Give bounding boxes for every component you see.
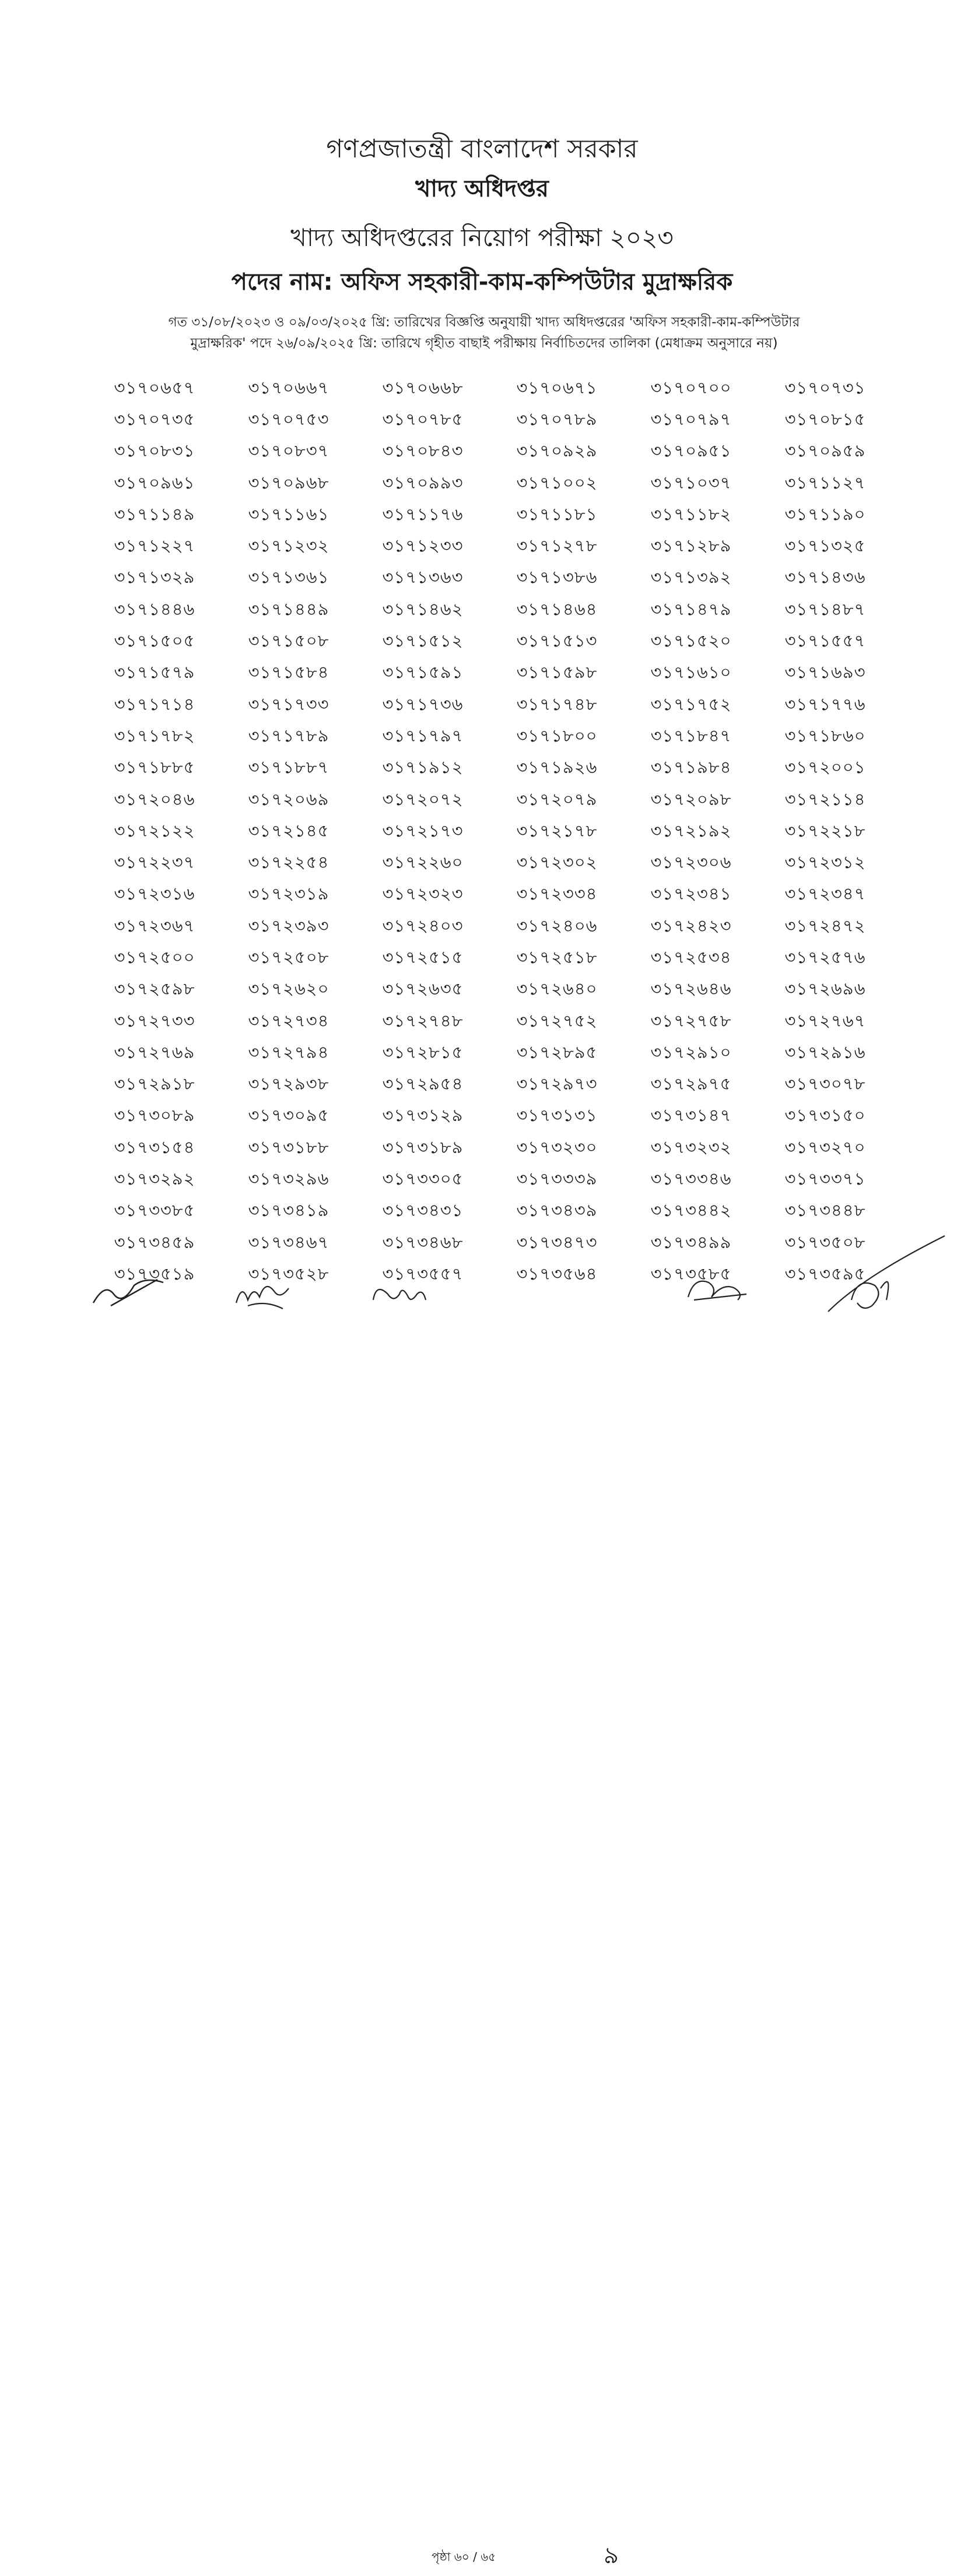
roll-number-cell: ৩১৭০৬৭১ [516, 377, 598, 398]
roll-number-cell: ৩১৭৩৪৫৯ [114, 1232, 195, 1252]
roll-number-cell: ৩১৭২০৪৬ [114, 789, 195, 809]
roll-number-cell: ৩১৭১৫৯১ [382, 662, 464, 683]
roll-number-cell: ৩১৭২৩১৬ [114, 884, 195, 904]
roll-number-cell: ৩১৭১৭৫২ [650, 694, 732, 714]
signature-2 [230, 1274, 295, 1312]
roll-number-cell: ৩১৭১৭৭৬ [784, 694, 866, 714]
roll-number-cell: ৩১৭১৫৯৮ [516, 662, 598, 683]
roll-number-cell: ৩১৭২২৬০ [382, 852, 464, 873]
roll-number-cell: ৩১৭৩২৯৬ [248, 1169, 329, 1189]
roll-number-cell: ৩১৭০৭৩১ [784, 377, 866, 398]
roll-number-cell: ৩১৭২৫১৮ [516, 947, 598, 967]
roll-number-cell: ৩১৭২৭৬৭ [784, 1010, 866, 1031]
roll-number-cell: ৩১৭২০৬৯ [248, 789, 329, 809]
roll-number-cell: ৩১৭১৫৭৯ [114, 662, 195, 683]
roll-number-cell: ৩১৭১৩৮৬ [516, 567, 598, 588]
roll-number-cell: ৩১৭১৮৬০ [784, 725, 866, 746]
notice-text [70, 312, 898, 354]
roll-number-cell: ৩১৭২১৭৮ [516, 820, 598, 841]
roll-number-cell: ৩১৭৩৩০৫ [382, 1169, 464, 1189]
roll-number-cell: ৩১৭৩১৩১ [516, 1105, 598, 1126]
roll-number-cell: ৩১৭৩৪৩১ [382, 1200, 464, 1221]
roll-number-cell: ৩১৭৩১৮৯ [382, 1137, 464, 1157]
roll-number-cell: ৩১৭১১৬১ [248, 504, 329, 524]
signature-5 [816, 1230, 951, 1317]
roll-number-cell: ৩১৭২৭৯৪ [248, 1042, 329, 1062]
roll-number-cell: ৩১৭২৯৫৪ [382, 1074, 464, 1094]
post-name: পদের নাম: অফিস সহকারী-কাম-কম্পিউটার মুদ্রাক্ষরিক [231, 269, 733, 296]
roll-number-cell: ৩১৭১৫০৮ [248, 631, 329, 651]
roll-number-cell: ৩১৭২৬৯৬ [784, 979, 866, 999]
roll-number-cell: ৩১৭১৭৩৩ [248, 694, 329, 714]
notice-line-1: গত ৩১/০৮/২০২৩ ও ০৯/০৩/২০২৫ খ্রি: তারিখের বিজ্ঞপ্তি অনুযায়ী খাদ্য অধিদপ্তরের 'অফিস সহকারী-কাম-কম্পিউটার [168, 315, 800, 330]
roll-number-cell: ৩১৭১৫১২ [382, 631, 464, 651]
roll-number-cell: ৩১৭৩৪৭৩ [516, 1232, 598, 1252]
roll-number-cell: ৩১৭১২৩৩ [382, 536, 464, 556]
roll-number-cell: ৩১৭২১৪৫ [248, 820, 329, 841]
roll-number-cell: ৩১৭১২৩২ [248, 536, 329, 556]
roll-number-cell: ৩১৭৩৫৫৭ [382, 1263, 464, 1284]
roll-number-cell: ৩১৭১৭৩৬ [382, 694, 464, 714]
roll-number-cell: ৩১৭২৬২০ [248, 979, 329, 999]
signature-1 [87, 1271, 175, 1312]
roll-number-cell: ৩১৭২৯১৮ [114, 1074, 195, 1094]
roll-number-cell: ৩১৭১২৭৮ [516, 536, 598, 556]
roll-number-cell: ৩১৭২৯১৬ [784, 1042, 866, 1062]
roll-number-cell: ৩১৭৩৪৬৭ [248, 1232, 329, 1252]
roll-number-cell: ৩১৭২৫০৮ [248, 947, 329, 967]
roll-number-cell: ৩১৭২০৯৮ [650, 789, 732, 809]
roll-number-cell: ৩১৭২১১৪ [784, 789, 866, 809]
roll-number-cell: ৩১৭২৬৪০ [516, 979, 598, 999]
roll-number-cell: ৩১৭৩৪১৯ [248, 1200, 329, 1221]
roll-number-cell: ৩১৭০৭৩৫ [114, 409, 195, 429]
roll-number-cell: ৩১৭২১৯২ [650, 820, 732, 841]
roll-number-cell: ৩১৭১০৩৭ [650, 472, 732, 493]
roll-number-cell: ৩১৭২৫৭৬ [784, 947, 866, 967]
roll-number-cell: ৩১৭৩৫৯৫ [784, 1263, 866, 1284]
roll-number-cell: ৩১৭০৭০০ [650, 377, 732, 398]
roll-number-cell: ৩১৭১৫০৫ [114, 631, 195, 651]
roll-number-cell: ৩১৭০৮৪৩ [382, 441, 464, 461]
roll-number-cell: ৩১৭২৩১২ [784, 852, 866, 873]
roll-number-cell: ৩১৭০৯৫১ [650, 441, 732, 461]
roll-number-cell: ৩১৭৩৩৮৫ [114, 1200, 195, 1221]
roll-number-cell: ৩১৭৩২৭০ [784, 1137, 866, 1157]
roll-number-cell: ৩১৭১৪৪৬ [114, 599, 195, 619]
roll-number-cell: ৩১৭১১৯০ [784, 504, 866, 524]
roll-number-cell: ৩১৭০৮৩৭ [248, 441, 329, 461]
roll-number-cell: ৩১৭১৯৮৪ [650, 757, 732, 778]
roll-number-cell: ৩১৭০৯৯৩ [382, 472, 464, 493]
roll-number-cell: ৩১৭০৯৫৯ [784, 441, 866, 461]
roll-number-cell: ৩১৭২৩০২ [516, 852, 598, 873]
roll-number-cell: ৩১৭২৩২৩ [382, 884, 464, 904]
exam-title: খাদ্য অধিদপ্তরের নিয়োগ পরীক্ষা ২০২৩ [290, 223, 674, 252]
roll-number-cell: ৩১৭৩৪৪২ [650, 1200, 732, 1221]
roll-number-cell: ৩১৭৩৪৯৯ [650, 1232, 732, 1252]
roll-number-cell: ৩১৭২৯৩৮ [248, 1074, 329, 1094]
roll-number-cell: ৩১৭৩১৮৮ [248, 1137, 329, 1157]
roll-number-cell: ৩১৭২৬৪৬ [650, 979, 732, 999]
roll-number-cell: ৩১৭২০০১ [784, 757, 866, 778]
roll-number-cell: ৩১৭০৯৬১ [114, 472, 195, 493]
roll-number-cell: ৩১৭২৭৩৩ [114, 1010, 195, 1031]
roll-number-cell: ৩১৭২১৭৩ [382, 820, 464, 841]
roll-number-cell: ৩১৭৩১৫৪ [114, 1137, 195, 1157]
roll-number-cell: ৩১৭২৫৯৮ [114, 979, 195, 999]
roll-number-cell: ৩১৭১৮৮৭ [248, 757, 329, 778]
roll-number-cell: ৩১৭১১২৭ [784, 472, 866, 493]
roll-number-cell: ৩১৭১৭৯৭ [382, 725, 464, 746]
roll-number-cell: ৩১৭১৭৮৯ [248, 725, 329, 746]
roll-number-cell: ৩১৭১৪৭৯ [650, 599, 732, 619]
roll-number-cell: ৩১৭২১২২ [114, 820, 195, 841]
roll-number-cell: ৩১৭১৩৬১ [248, 567, 329, 588]
handwritten-mark: ৯ [604, 2542, 619, 2569]
roll-number-cell: ৩১৭৩৫৬৪ [516, 1263, 598, 1284]
roll-number-cell: ৩১৭১৯১২ [382, 757, 464, 778]
roll-number-cell: ৩১৭১৫২০ [650, 631, 732, 651]
roll-number-cell: ৩১৭২৯৭৩ [516, 1074, 598, 1094]
roll-number-cell: ৩১৭১২৮৯ [650, 536, 732, 556]
roll-number-cell: ৩১৭৩২৩০ [516, 1137, 598, 1157]
roll-number-cell: ৩১৭১৭১৪ [114, 694, 195, 714]
roll-number-cell: ৩১৭২৯৭৫ [650, 1074, 732, 1094]
roll-number-cell: ৩১৭২০৭২ [382, 789, 464, 809]
roll-number-cell: ৩১৭২৩৬৭ [114, 915, 195, 936]
roll-number-cell: ৩১৭১২২৭ [114, 536, 195, 556]
roll-number-cell: ৩১৭০৮৩১ [114, 441, 195, 461]
roll-number-cell: ৩১৭২৭৫৮ [650, 1010, 732, 1031]
roll-number-cell: ৩১৭১৩২৯ [114, 567, 195, 588]
roll-number-cell: ৩১৭৩৫৮৫ [650, 1263, 732, 1284]
roll-number-cell: ৩১৭২৩৯৩ [248, 915, 329, 936]
roll-number-cell: ৩১৭১৬৯৩ [784, 662, 866, 683]
roll-number-cell: ৩১৭২৩১৯ [248, 884, 329, 904]
roll-number-cell: ৩১৭১১৮২ [650, 504, 732, 524]
roll-number-cell: ৩১৭৩১৪৭ [650, 1105, 732, 1126]
roll-number-cell: ৩১৭২৬৩৫ [382, 979, 464, 999]
roll-number-cell: ৩১৭৩৪৬৮ [382, 1232, 464, 1252]
roll-number-cell: ৩১৭৩৩৪৬ [650, 1169, 732, 1189]
roll-number-cell: ৩১৭২৫১৫ [382, 947, 464, 967]
roll-number-cell: ৩১৭১৩৯২ [650, 567, 732, 588]
roll-number-cell: ৩১৭০৭৮৫ [382, 409, 464, 429]
roll-number-cell: ৩১৭৩০৯৫ [248, 1105, 329, 1126]
roll-number-cell: ৩১৭১৫৫৭ [784, 631, 866, 651]
roll-number-cell: ৩১৭৩৩৭১ [784, 1169, 866, 1189]
roll-number-cell: ৩১৭৩০৮৯ [114, 1105, 195, 1126]
roll-number-cell: ৩১৭০৭৯৭ [650, 409, 732, 429]
roll-number-cell: ৩১৭২২৩৭ [114, 852, 195, 873]
roll-number-cell: ৩১৭০৬৬৮ [382, 377, 464, 398]
roll-number-cell: ৩১৭৩৫২৮ [248, 1263, 329, 1284]
footer [0, 1271, 964, 2569]
roll-number-cell: ৩১৭৩৪৪৮ [784, 1200, 866, 1221]
roll-number-cell: ৩১৭১৪৩৬ [784, 567, 866, 588]
roll-number-cell: ৩১৭২৩৪৭ [784, 884, 866, 904]
roll-number-cell: ৩১৭০৮১৫ [784, 409, 866, 429]
roll-number-cell: ৩১৭২৪২৩ [650, 915, 732, 936]
signature-4 [682, 1271, 752, 1306]
roll-number-cell: ৩১৭২৪০৩ [382, 915, 464, 936]
roll-number-cell: ৩১৭৩১২৯ [382, 1105, 464, 1126]
roll-number-cell: ৩১৭০৬৫৭ [114, 377, 195, 398]
roll-number-cell: ৩১৭৩৫১৯ [114, 1263, 195, 1284]
roll-number-cell: ৩১৭৩০৭৮ [784, 1074, 866, 1094]
roll-number-cell: ৩১৭১৪৬২ [382, 599, 464, 619]
roll-number-cell: ৩১৭২৭৫২ [516, 1010, 598, 1031]
roll-number-cell: ৩১৭৩৫০৮ [784, 1232, 866, 1252]
page-number: পৃষ্ঠা ৬০ / ৬৫ [432, 2550, 496, 2564]
roll-number-cell: ৩১৭৩২৯২ [114, 1169, 195, 1189]
roll-number-cell: ৩১৭১১৪৯ [114, 504, 195, 524]
roll-number-cell: ৩১৭২৭৩৪ [248, 1010, 329, 1031]
roll-number-cell: ৩১৭২৩৩৪ [516, 884, 598, 904]
roll-number-cell: ৩১৭২৮৯৫ [516, 1042, 598, 1062]
roll-number-cell: ৩১৭০৯৬৮ [248, 472, 329, 493]
roll-number-cell: ৩১৭২৭৪৮ [382, 1010, 464, 1031]
roll-number-cell: ৩১৭১০০২ [516, 472, 598, 493]
roll-number-cell: ৩১৭২৪৭২ [784, 915, 866, 936]
roll-number-cell: ৩১৭২৩৪১ [650, 884, 732, 904]
roll-number-cell: ৩১৭২৮১৫ [382, 1042, 464, 1062]
roll-number-cell: ৩১৭১৫৮৪ [248, 662, 329, 683]
government-title: গণপ্রজাতন্ত্রী বাংলাদেশ সরকার [326, 134, 638, 164]
roll-number-cell: ৩১৭২৯১০ [650, 1042, 732, 1062]
roll-number-table [87, 373, 892, 1291]
roll-number-cell: ৩১৭১১৮১ [516, 504, 598, 524]
roll-number-cell: ৩১৭১৩২৫ [784, 536, 866, 556]
roll-number-cell: ৩১৭২০৭৯ [516, 789, 598, 809]
roll-number-cell: ৩১৭০৯২৯ [516, 441, 598, 461]
roll-number-cell: ৩১৭০৬৬৭ [248, 377, 329, 398]
roll-number-cell: ৩১৭৩২৩২ [650, 1137, 732, 1157]
roll-number-cell: ৩১৭১৩৬৩ [382, 567, 464, 588]
department-title: খাদ্য অধিদপ্তর [415, 175, 549, 202]
roll-number-cell: ৩১৭৩৪৩৯ [516, 1200, 598, 1221]
roll-number-cell: ৩১৭১৮৮৫ [114, 757, 195, 778]
roll-number-cell: ৩১৭২২৫৪ [248, 852, 329, 873]
roll-number-cell: ৩১৭২৫৩৪ [650, 947, 732, 967]
roll-number-cell: ৩১৭১৪৪৯ [248, 599, 329, 619]
roll-number-cell: ৩১৭১৭৪৮ [516, 694, 598, 714]
roll-number-cell: ৩১৭১৯২৬ [516, 757, 598, 778]
roll-number-cell: ৩১৭১১৭৬ [382, 504, 464, 524]
roll-number-cell: ৩১৭৩১৫০ [784, 1105, 866, 1126]
roll-number-cell: ৩১৭২৭৬৯ [114, 1042, 195, 1062]
roll-number-cell: ৩১৭১৪৮৭ [784, 599, 866, 619]
roll-number-cell: ৩১৭২৪০৬ [516, 915, 598, 936]
roll-number-cell: ৩১৭১৮৪৭ [650, 725, 732, 746]
signature-3 [367, 1277, 432, 1312]
roll-number-cell: ৩১৭১৮০০ [516, 725, 598, 746]
roll-number-cell: ৩১৭২২১৮ [784, 820, 866, 841]
roll-number-cell: ৩১৭১৪৬৪ [516, 599, 598, 619]
roll-number-cell: ৩১৭২৩০৬ [650, 852, 732, 873]
notice-line-2: মুদ্রাক্ষরিক' পদে ২৬/০৯/২০২৫ খ্রি: তারিখে গৃহীত বাছাই পরীক্ষায় নির্বাচিতদের তালিকা (মেধাক্রম অনুসারে নয়) [190, 336, 778, 351]
roll-number-cell: ৩১৭০৭৫৩ [248, 409, 329, 429]
roll-number-cell: ৩১৭১৭৮২ [114, 725, 195, 746]
roll-number-cell: ৩১৭০৭৮৯ [516, 409, 598, 429]
roll-number-cell: ৩১৭১৬১০ [650, 662, 732, 683]
roll-number-cell: ৩১৭১৫১৩ [516, 631, 598, 651]
roll-number-cell: ৩১৭২৫০০ [114, 947, 195, 967]
roll-number-cell: ৩১৭৩৩৩৯ [516, 1169, 598, 1189]
